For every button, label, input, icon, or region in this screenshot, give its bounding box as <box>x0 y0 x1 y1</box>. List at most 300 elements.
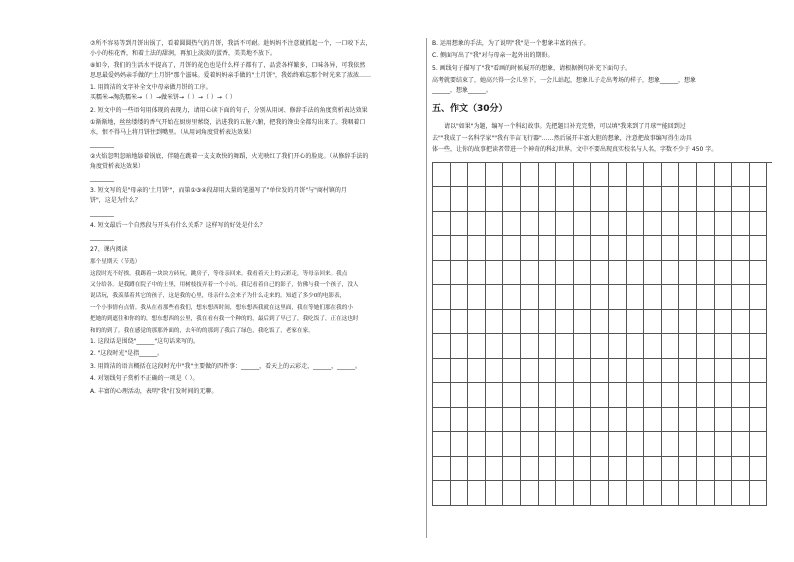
grid-cell[interactable] <box>503 163 521 188</box>
grid-cell[interactable] <box>732 261 750 286</box>
grid-cell[interactable] <box>609 285 627 310</box>
grid-cell[interactable] <box>679 334 697 359</box>
grid-cell[interactable] <box>627 212 645 237</box>
grid-cell[interactable] <box>503 212 521 237</box>
passage-title: 那个星期天（节选） <box>90 259 141 266</box>
grid-cell[interactable] <box>697 187 715 212</box>
grid-cell[interactable] <box>644 408 662 433</box>
grid-cell[interactable] <box>468 481 486 506</box>
grid-cell[interactable] <box>556 481 574 506</box>
grid-cell[interactable] <box>468 334 486 359</box>
grid-cell[interactable] <box>433 383 451 408</box>
grid-cell[interactable] <box>732 334 750 359</box>
essay-prompt-line-3: 体一些，让你的故事把读者带进一个神奇的科幻世界。文中不要出现真实校名与人名，字数不少于 450 字。 <box>432 146 718 154</box>
grid-cell[interactable] <box>521 383 539 408</box>
grid-cell[interactable] <box>609 310 627 335</box>
grid-cell[interactable] <box>574 457 592 482</box>
grid-cell[interactable] <box>697 212 715 237</box>
grid-cell[interactable] <box>503 334 521 359</box>
grid-cell[interactable] <box>574 408 592 433</box>
essay-writing-grid[interactable] <box>432 162 772 506</box>
grid-cell[interactable] <box>732 383 750 408</box>
grid-cell[interactable] <box>662 383 680 408</box>
grid-cell[interactable] <box>679 359 697 384</box>
grid-cell[interactable] <box>486 285 504 310</box>
grid-cell[interactable] <box>503 457 521 482</box>
grid-cell[interactable] <box>539 457 557 482</box>
reading-question-4: 4. 对划线句子赏析不正确的一项是（ ）。 <box>90 375 199 383</box>
grid-cell[interactable] <box>679 285 697 310</box>
grid-cell[interactable] <box>574 212 592 237</box>
left-column <box>90 40 420 400</box>
grid-cell[interactable] <box>697 457 715 482</box>
grid-cell[interactable] <box>521 334 539 359</box>
reading-question-2: 2. "这段时光"是指______。 <box>90 350 164 358</box>
grid-cell[interactable] <box>679 236 697 261</box>
grid-cell[interactable] <box>521 481 539 506</box>
grid-cell[interactable] <box>574 310 592 335</box>
grid-cell[interactable] <box>715 432 733 457</box>
grid-cell[interactable] <box>627 383 645 408</box>
grid-cell[interactable] <box>503 432 521 457</box>
grid-cell[interactable] <box>503 236 521 261</box>
grid-cell[interactable] <box>697 481 715 506</box>
grid-cell[interactable] <box>574 163 592 188</box>
grid-cell[interactable] <box>574 481 592 506</box>
grid-cell[interactable] <box>627 481 645 506</box>
grid-cell[interactable] <box>732 432 750 457</box>
grid-cell[interactable] <box>433 457 451 482</box>
grid-cell[interactable] <box>468 212 486 237</box>
grid-cell[interactable] <box>468 163 486 188</box>
grid-cell[interactable] <box>574 261 592 286</box>
grid-cell[interactable] <box>750 481 768 506</box>
grid-cell[interactable] <box>644 457 662 482</box>
grid-cell[interactable] <box>750 383 768 408</box>
grid-cell[interactable] <box>644 310 662 335</box>
grid-cell[interactable] <box>715 334 733 359</box>
grid-cell[interactable] <box>521 310 539 335</box>
grid-cell[interactable] <box>451 261 469 286</box>
grid-cell[interactable] <box>556 236 574 261</box>
grid-cell[interactable] <box>486 457 504 482</box>
question-2-sentence-2b: 角度赏析表达效果） <box>90 162 145 170</box>
grid-cell[interactable] <box>591 359 609 384</box>
grid-cell[interactable] <box>697 383 715 408</box>
grid-cell[interactable] <box>468 285 486 310</box>
grid-cell[interactable] <box>486 163 504 188</box>
grid-cell[interactable] <box>503 261 521 286</box>
grid-cell[interactable] <box>644 236 662 261</box>
grid-cell[interactable] <box>679 310 697 335</box>
grid-cell[interactable] <box>644 481 662 506</box>
grid-cell[interactable] <box>715 359 733 384</box>
grid-cell[interactable] <box>468 236 486 261</box>
grid-cell[interactable] <box>609 432 627 457</box>
grid-cell[interactable] <box>662 408 680 433</box>
grid-cell[interactable] <box>609 359 627 384</box>
grid-cell[interactable] <box>609 163 627 188</box>
grid-cell[interactable] <box>609 236 627 261</box>
grid-cell[interactable] <box>433 261 451 286</box>
question-1-steps: 买糯米→淘洗糯米→（ ）→做米饼→（ ）→（ ）→（ ） <box>90 94 236 102</box>
grid-cell[interactable] <box>750 187 768 212</box>
grid-cell[interactable] <box>644 359 662 384</box>
grid-cell[interactable] <box>451 212 469 237</box>
grid-cell[interactable] <box>591 457 609 482</box>
grid-cell[interactable] <box>697 432 715 457</box>
grid-cell[interactable] <box>433 334 451 359</box>
grid-cell[interactable] <box>732 212 750 237</box>
grid-cell[interactable] <box>539 432 557 457</box>
grid-cell[interactable] <box>679 212 697 237</box>
grid-cell[interactable] <box>521 359 539 384</box>
grid-cell[interactable] <box>503 383 521 408</box>
grid-cell[interactable] <box>503 481 521 506</box>
grid-cell[interactable] <box>715 457 733 482</box>
grid-cell[interactable] <box>451 432 469 457</box>
grid-cell[interactable] <box>521 285 539 310</box>
question-27-heading: 27、课内阅读 <box>90 245 128 253</box>
grid-cell[interactable] <box>451 163 469 188</box>
grid-cell[interactable] <box>732 285 750 310</box>
grid-cell[interactable] <box>679 408 697 433</box>
grid-cell[interactable] <box>433 163 451 188</box>
grid-cell[interactable] <box>644 163 662 188</box>
reading-question-3: 3. 用简洁的语言概括在这段时光中"我"主要做的四件事：______，看天上的云彩走，______，______。 <box>90 362 362 370</box>
passage-line-2: 又分给各。是我蹲在院子中的土里，用树枝技弄着一个小坑。我记看着自己的影子，仿佛与我一个孩子，没人 <box>90 282 359 289</box>
grid-cell[interactable] <box>750 310 768 335</box>
grid-cell[interactable] <box>697 236 715 261</box>
grid-cell[interactable] <box>591 408 609 433</box>
grid-cell[interactable] <box>627 408 645 433</box>
grid-cell[interactable] <box>644 187 662 212</box>
grid-cell[interactable] <box>697 285 715 310</box>
grid-cell[interactable] <box>539 187 557 212</box>
question-2-sentence-2: ②火焰忽明忽暗地舔着锅底，伴随在跳着一支支欢快的舞蹈，火光映红了我们开心的脸庞。（从修辞手法的 <box>90 153 369 161</box>
grid-cell[interactable] <box>644 334 662 359</box>
grid-cell[interactable] <box>662 212 680 237</box>
grid-cell[interactable] <box>433 285 451 310</box>
grid-cell[interactable] <box>609 261 627 286</box>
grid-cell[interactable] <box>609 481 627 506</box>
grid-cell[interactable] <box>609 212 627 237</box>
grid-cell[interactable] <box>574 285 592 310</box>
grid-cell[interactable] <box>627 310 645 335</box>
grid-cell[interactable] <box>732 187 750 212</box>
grid-cell[interactable] <box>521 408 539 433</box>
grid-cell[interactable] <box>750 236 768 261</box>
grid-cell[interactable] <box>521 432 539 457</box>
essay-prompt-line-2: 去""我成了一名科学家""我有辛亩飞行器"……然后展开丰富大胆的想象，注意把故事编写得生动具 <box>432 134 692 142</box>
grid-cell[interactable] <box>468 310 486 335</box>
grid-cell[interactable] <box>521 261 539 286</box>
grid-cell[interactable] <box>609 383 627 408</box>
grid-cell[interactable] <box>750 457 768 482</box>
grid-cell[interactable] <box>556 457 574 482</box>
grid-cell[interactable] <box>662 285 680 310</box>
grid-cell[interactable] <box>732 408 750 433</box>
grid-cell[interactable] <box>591 310 609 335</box>
grid-cell[interactable] <box>715 481 733 506</box>
grid-cell[interactable] <box>715 163 733 188</box>
grid-cell[interactable] <box>486 383 504 408</box>
grid-cell[interactable] <box>627 334 645 359</box>
grid-cell[interactable] <box>556 310 574 335</box>
grid-cell[interactable] <box>556 359 574 384</box>
grid-cell[interactable] <box>750 212 768 237</box>
grid-cell[interactable] <box>627 359 645 384</box>
column-divider <box>426 38 427 538</box>
grid-cell[interactable] <box>591 212 609 237</box>
grid-cell[interactable] <box>732 163 750 188</box>
grid-cell[interactable] <box>556 261 574 286</box>
grid-cell[interactable] <box>609 334 627 359</box>
passage-para-7a: ⑦所不容易等到月饼出锅了，看着圆圆热气的月饼，我活不可耐。趁妈妈不注意就抓起一个，一口咬下去， <box>90 40 372 47</box>
grid-cell[interactable] <box>627 163 645 188</box>
grid-cell[interactable] <box>468 408 486 433</box>
grid-cell[interactable] <box>556 334 574 359</box>
grid-cell[interactable] <box>715 187 733 212</box>
grid-cell[interactable] <box>750 432 768 457</box>
grid-cell[interactable] <box>644 432 662 457</box>
grid-cell[interactable] <box>591 334 609 359</box>
grid-cell[interactable] <box>503 285 521 310</box>
grid-cell[interactable] <box>486 408 504 433</box>
grid-cell[interactable] <box>715 285 733 310</box>
passage-line-3: 说话玩，我羡慕着其它的孩子，这是我的心里，母亲什么会来子为什么走来的。知道了多少0的电影表， <box>90 293 346 300</box>
grid-cell[interactable] <box>591 383 609 408</box>
grid-cell[interactable] <box>451 236 469 261</box>
grid-cell[interactable] <box>433 310 451 335</box>
grid-cell[interactable] <box>750 163 768 188</box>
passage-para-8a: ⑧如今，我们的生活水平提高了，月饼的花色也是什么样子都有了，品尝各样繁多，口味各异，可我依然 <box>90 62 366 70</box>
grid-cell[interactable] <box>627 236 645 261</box>
grid-cell[interactable] <box>715 236 733 261</box>
grid-cell[interactable] <box>468 187 486 212</box>
grid-cell[interactable] <box>556 383 574 408</box>
grid-cell[interactable] <box>521 187 539 212</box>
grid-cell[interactable] <box>644 261 662 286</box>
grid-cell[interactable] <box>468 359 486 384</box>
grid-cell[interactable] <box>468 432 486 457</box>
grid-cell[interactable] <box>715 408 733 433</box>
grid-cell[interactable] <box>539 481 557 506</box>
grid-cell[interactable] <box>451 383 469 408</box>
grid-cell[interactable] <box>644 285 662 310</box>
grid-cell[interactable] <box>662 310 680 335</box>
grid-cell[interactable] <box>627 457 645 482</box>
grid-cell[interactable] <box>556 212 574 237</box>
grid-cell[interactable] <box>679 457 697 482</box>
grid-cell[interactable] <box>644 383 662 408</box>
reading-question-5: 5. 画线句子描写了"我"看画的时候展开的想象，请根据例句补充下面句子。 <box>432 64 632 72</box>
grid-cell[interactable] <box>679 261 697 286</box>
grid-cell[interactable] <box>539 163 557 188</box>
grid-cell[interactable] <box>662 457 680 482</box>
grid-cell[interactable] <box>486 432 504 457</box>
reading-question-1: 1. 这段话是围绕"______"这句话来写的。 <box>90 338 200 346</box>
grid-cell[interactable] <box>433 481 451 506</box>
reading-question-4-option-a: A. 丰富的心理活动，表明"我"打发时间的无聊。 <box>90 387 218 395</box>
grid-cell[interactable] <box>433 359 451 384</box>
grid-cell[interactable] <box>433 236 451 261</box>
grid-cell[interactable] <box>486 236 504 261</box>
grid-cell[interactable] <box>591 261 609 286</box>
grid-cell[interactable] <box>591 236 609 261</box>
answer-blank-4: ________ <box>90 233 114 241</box>
grid-cell[interactable] <box>521 457 539 482</box>
grid-cell[interactable] <box>468 457 486 482</box>
reading-question-5-example-2: ______，想象______。 <box>432 86 493 94</box>
grid-cell[interactable] <box>697 359 715 384</box>
grid-cell[interactable] <box>574 187 592 212</box>
grid-cell[interactable] <box>679 383 697 408</box>
grid-cell[interactable] <box>732 310 750 335</box>
grid-cell[interactable] <box>697 334 715 359</box>
grid-cell[interactable] <box>503 187 521 212</box>
question-2-sentence-1b: 水，恨不得马上将月饼往到嘴里。（从用词角度赏析表达效果） <box>90 128 256 136</box>
grid-cell[interactable] <box>750 261 768 286</box>
grid-cell[interactable] <box>591 481 609 506</box>
grid-cell[interactable] <box>591 285 609 310</box>
grid-cell[interactable] <box>662 261 680 286</box>
grid-cell[interactable] <box>486 481 504 506</box>
grid-cell[interactable] <box>662 236 680 261</box>
grid-cell[interactable] <box>591 163 609 188</box>
grid-cell[interactable] <box>627 285 645 310</box>
grid-cell[interactable] <box>662 432 680 457</box>
grid-cell[interactable] <box>556 285 574 310</box>
grid-cell[interactable] <box>486 187 504 212</box>
grid-cell[interactable] <box>591 432 609 457</box>
grid-cell[interactable] <box>732 481 750 506</box>
grid-cell[interactable] <box>556 408 574 433</box>
grid-cell[interactable] <box>468 383 486 408</box>
grid-cell[interactable] <box>574 359 592 384</box>
grid-cell[interactable] <box>433 408 451 433</box>
grid-cell[interactable] <box>556 432 574 457</box>
grid-cell[interactable] <box>627 432 645 457</box>
grid-cell[interactable] <box>486 359 504 384</box>
grid-cell[interactable] <box>715 212 733 237</box>
essay-prompt-line-1: 请以"如果"为题，编写一个科幻故事。先把题目补充完整，可以填"我来到了月球""能回到过 <box>444 123 686 131</box>
grid-cell[interactable] <box>451 187 469 212</box>
grid-cell[interactable] <box>433 187 451 212</box>
reading-question-4-option-c: C. 侧面写出了"我"对与母亲一起外出的期盼。 <box>432 52 554 60</box>
section-five-title: 五、作文（30分） <box>432 104 508 115</box>
grid-cell[interactable] <box>697 408 715 433</box>
answer-blank-2: ________ <box>90 175 114 183</box>
grid-cell[interactable] <box>539 261 557 286</box>
grid-cell[interactable] <box>574 432 592 457</box>
grid-cell[interactable] <box>662 481 680 506</box>
grid-cell[interactable] <box>609 408 627 433</box>
answer-blank-3: ________ <box>90 209 114 217</box>
grid-cell[interactable] <box>662 187 680 212</box>
grid-cell[interactable] <box>539 285 557 310</box>
grid-cell[interactable] <box>679 481 697 506</box>
grid-cell[interactable] <box>662 334 680 359</box>
grid-cell[interactable] <box>750 408 768 433</box>
grid-cell[interactable] <box>715 310 733 335</box>
grid-cell[interactable] <box>715 261 733 286</box>
grid-cell[interactable] <box>539 236 557 261</box>
grid-cell[interactable] <box>574 236 592 261</box>
grid-cell[interactable] <box>433 212 451 237</box>
grid-cell[interactable] <box>609 457 627 482</box>
grid-cell[interactable] <box>521 163 539 188</box>
grid-cell[interactable] <box>451 359 469 384</box>
grid-cell[interactable] <box>697 310 715 335</box>
grid-cell[interactable] <box>662 163 680 188</box>
grid-cell[interactable] <box>433 432 451 457</box>
grid-cell[interactable] <box>574 334 592 359</box>
grid-cell[interactable] <box>486 310 504 335</box>
grid-cell[interactable] <box>662 359 680 384</box>
grid-cell[interactable] <box>627 187 645 212</box>
grid-cell[interactable] <box>697 261 715 286</box>
grid-cell[interactable] <box>556 187 574 212</box>
right-column <box>432 40 772 506</box>
passage-line-1: 这段时光不好挨。我踢着一块块方砖玩，跳房子，等母亲回来。我看着天上的云彩走，等母亲回来。我点 <box>90 270 348 277</box>
grid-cell[interactable] <box>732 457 750 482</box>
question-2: 2. 短文中的一些语句用体现的表现力，请用心读下面的句子，分别从用词、修辞手法的角度赏析表达效果 <box>90 106 368 114</box>
grid-cell[interactable] <box>539 334 557 359</box>
grid-cell[interactable] <box>486 261 504 286</box>
grid-cell[interactable] <box>679 432 697 457</box>
grid-cell[interactable] <box>451 481 469 506</box>
grid-cell[interactable] <box>679 163 697 188</box>
reading-question-5-example: 高考就要结束了，她高兴得一会儿坐下，一会儿站起，想象儿子走出考场的样子，想象______，想象 <box>432 77 697 85</box>
grid-cell[interactable] <box>539 359 557 384</box>
reading-question-4-option-b: B. 运用想象的手法，为了说明"我"是一个想象丰富的孩子。 <box>432 40 590 47</box>
grid-cell[interactable] <box>503 310 521 335</box>
grid-cell[interactable] <box>521 236 539 261</box>
grid-cell[interactable] <box>539 408 557 433</box>
grid-cell[interactable] <box>697 163 715 188</box>
grid-cell[interactable] <box>750 334 768 359</box>
grid-cell[interactable] <box>732 359 750 384</box>
grid-cell[interactable] <box>644 212 662 237</box>
grid-cell[interactable] <box>556 163 574 188</box>
grid-cell[interactable] <box>451 334 469 359</box>
grid-cell[interactable] <box>539 310 557 335</box>
grid-cell[interactable] <box>451 285 469 310</box>
grid-cell[interactable] <box>732 236 750 261</box>
grid-cell[interactable] <box>451 310 469 335</box>
grid-cell[interactable] <box>679 187 697 212</box>
grid-cell[interactable] <box>486 334 504 359</box>
grid-cell[interactable] <box>715 383 733 408</box>
grid-cell[interactable] <box>451 457 469 482</box>
grid-cell[interactable] <box>503 408 521 433</box>
grid-cell[interactable] <box>503 359 521 384</box>
grid-cell[interactable] <box>574 383 592 408</box>
grid-cell[interactable] <box>750 285 768 310</box>
grid-cell[interactable] <box>627 261 645 286</box>
grid-cell[interactable] <box>539 383 557 408</box>
grid-cell[interactable] <box>486 212 504 237</box>
grid-cell[interactable] <box>539 212 557 237</box>
grid-cell[interactable] <box>750 359 768 384</box>
question-4: 4. 短文最后一个自然段与开头有什么关系？这样写的好处是什么？ <box>90 221 266 229</box>
grid-cell[interactable] <box>521 212 539 237</box>
grid-cell[interactable] <box>591 187 609 212</box>
grid-cell[interactable] <box>451 408 469 433</box>
grid-cell[interactable] <box>609 187 627 212</box>
grid-cell[interactable] <box>468 261 486 286</box>
